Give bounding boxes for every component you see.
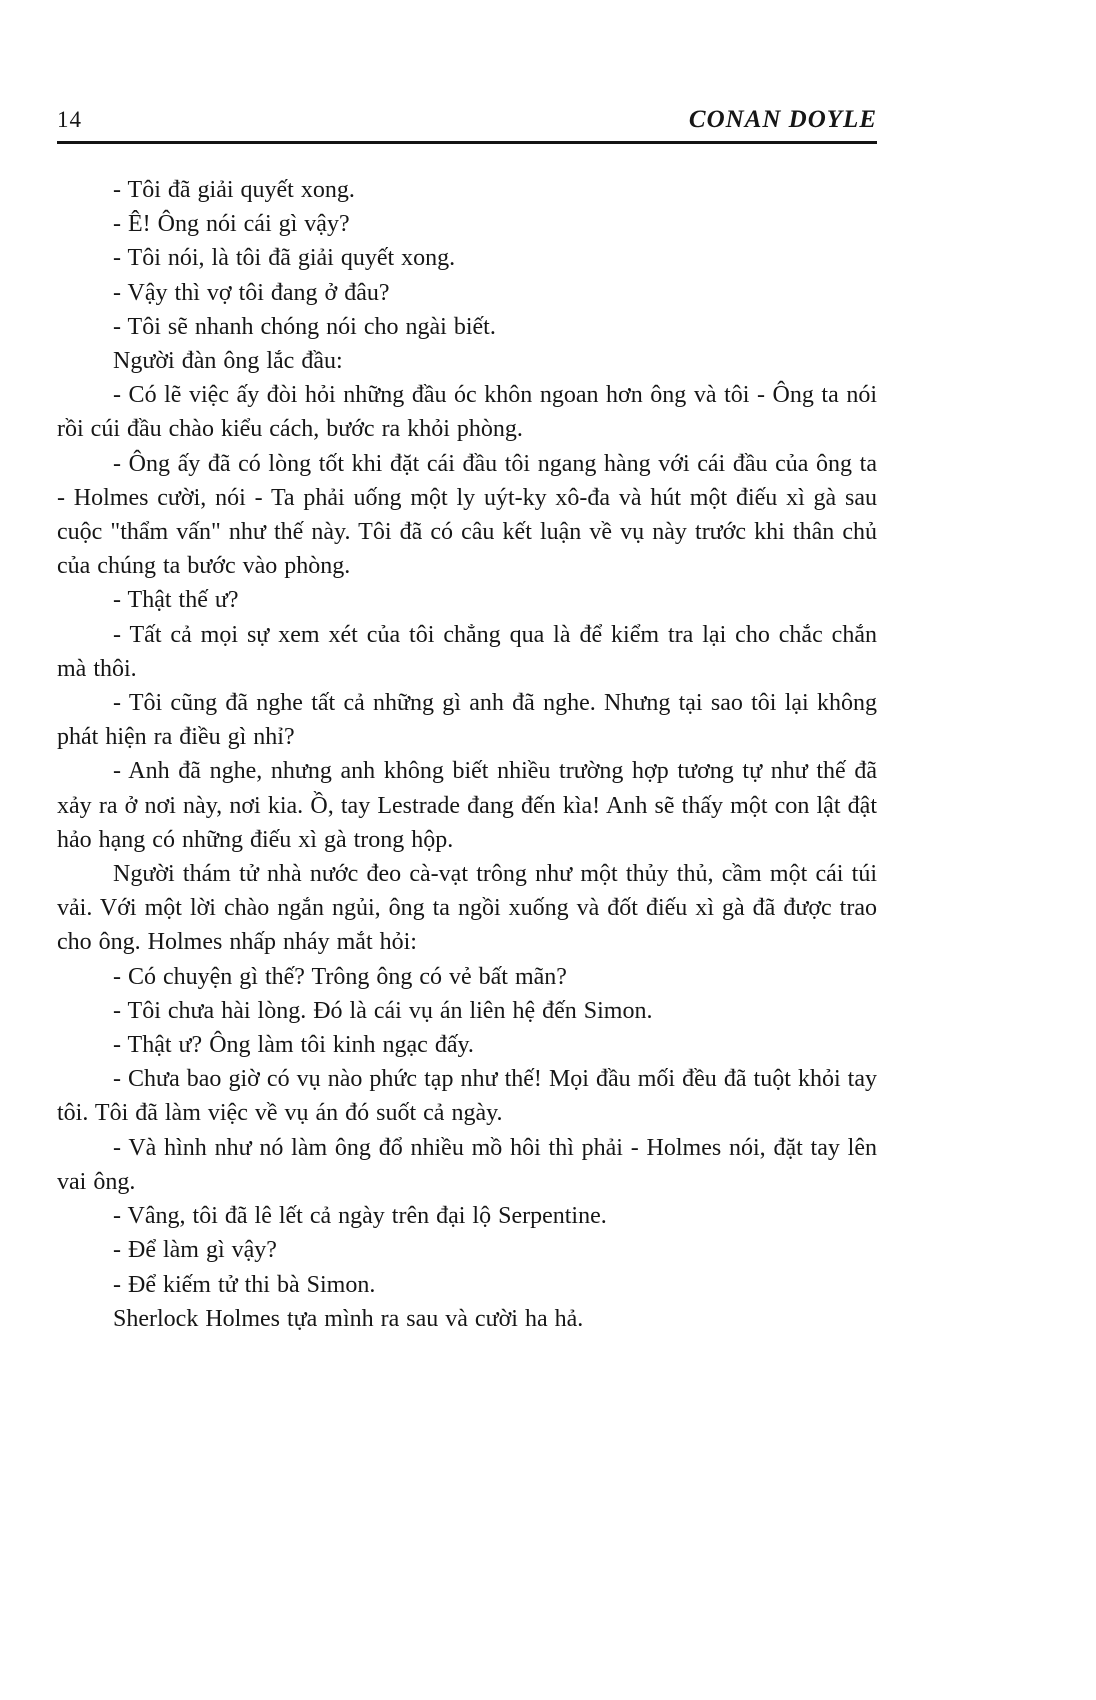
- paragraph: - Vậy thì vợ tôi đang ở đâu?: [113, 279, 390, 306]
- running-title: CONAN DOYLE: [688, 106, 877, 133]
- paragraph: - Có chuyện gì thế? Trông ông có vẻ bất mãn?: [113, 963, 567, 990]
- paragraph: - Để làm gì vậy?: [113, 1237, 277, 1264]
- paragraph: - Chưa bao giờ có vụ nào phức tạp như thế! Mọi đầu mối đều đã tuột khỏi tay tôi. Tôi đã làm việc về vụ án đó suốt cả ngày.: [57, 1066, 877, 1127]
- paragraph: Sherlock Holmes tựa mình ra sau và cười ha hả.: [113, 1305, 584, 1332]
- paragraph: Người đàn ông lắc đầu:: [113, 348, 343, 375]
- paragraph: - Tôi đã giải quyết xong.: [113, 177, 355, 203]
- paragraph: - Ông ấy đã có lòng tốt khi đặt cái đầu tôi ngang hàng với cái đầu của ông ta - Holmes cười, nói - Ta phải uống một ly uýt-ky xô-đa và hút một điếu xì gà sau cuộc "thẩm vấn" như thế này. Tôi đã có câu kết luận về vụ này trước khi thân chủ của chúng ta bước vào phòng.: [57, 450, 877, 580]
- paragraph: - Thật ư? Ông làm tôi kinh ngạc đấy.: [113, 1032, 474, 1059]
- paragraph: - Tôi sẽ nhanh chóng nói cho ngài biết.: [113, 313, 496, 340]
- paragraph: - Tôi nói, là tôi đã giải quyết xong.: [113, 245, 456, 272]
- paragraph: - Thật thế ư?: [113, 587, 239, 614]
- page-number: 14: [57, 107, 82, 132]
- header-rule: [57, 141, 877, 144]
- body-text: [57, 173, 877, 1336]
- page-content: [57, 106, 877, 1336]
- paragraph: - Vâng, tôi đã lê lết cả ngày trên đại lộ Serpentine.: [113, 1203, 607, 1230]
- paragraph: Người thám tử nhà nước đeo cà-vạt trông như một thủy thủ, cầm một cái túi vải. Với một lời chào ngắn ngủi, ông ta ngồi xuống và đốt điếu xì gà đã được trao cho ông. Holmes nhấp nháy mắt hỏi:: [57, 861, 877, 956]
- page-header: [57, 106, 877, 134]
- paragraph: - Tôi chưa hài lòng. Đó là cái vụ án liên hệ đến Simon.: [113, 997, 653, 1024]
- paragraph: - Và hình như nó làm ông đổ nhiều mồ hôi thì phải - Holmes nói, đặt tay lên vai ông.: [57, 1134, 877, 1195]
- paragraph: - Anh đã nghe, nhưng anh không biết nhiều trường hợp tương tự như thế đã xảy ra ở nơi này, nơi kia. Ồ, tay Lestrade đang đến kìa! Anh sẽ thấy một con lật đật hảo hạng có những điếu xì gà trong hộp.: [57, 758, 877, 853]
- paragraph: - Ê! Ông nói cái gì vậy?: [113, 211, 350, 238]
- paragraph: - Có lẽ việc ấy đòi hỏi những đầu óc khôn ngoan hơn ông và tôi - Ông ta nói rồi cúi đầu chào kiểu cách, bước ra khỏi phòng.: [57, 382, 877, 443]
- paragraph: - Tất cả mọi sự xem xét của tôi chẳng qua là để kiểm tra lại cho chắc chắn mà thôi.: [57, 621, 877, 682]
- paragraph: - Để kiếm tử thi bà Simon.: [113, 1271, 376, 1298]
- paragraph: - Tôi cũng đã nghe tất cả những gì anh đã nghe. Nhưng tại sao tôi lại không phát hiện ra điều gì nhỉ?: [57, 690, 877, 751]
